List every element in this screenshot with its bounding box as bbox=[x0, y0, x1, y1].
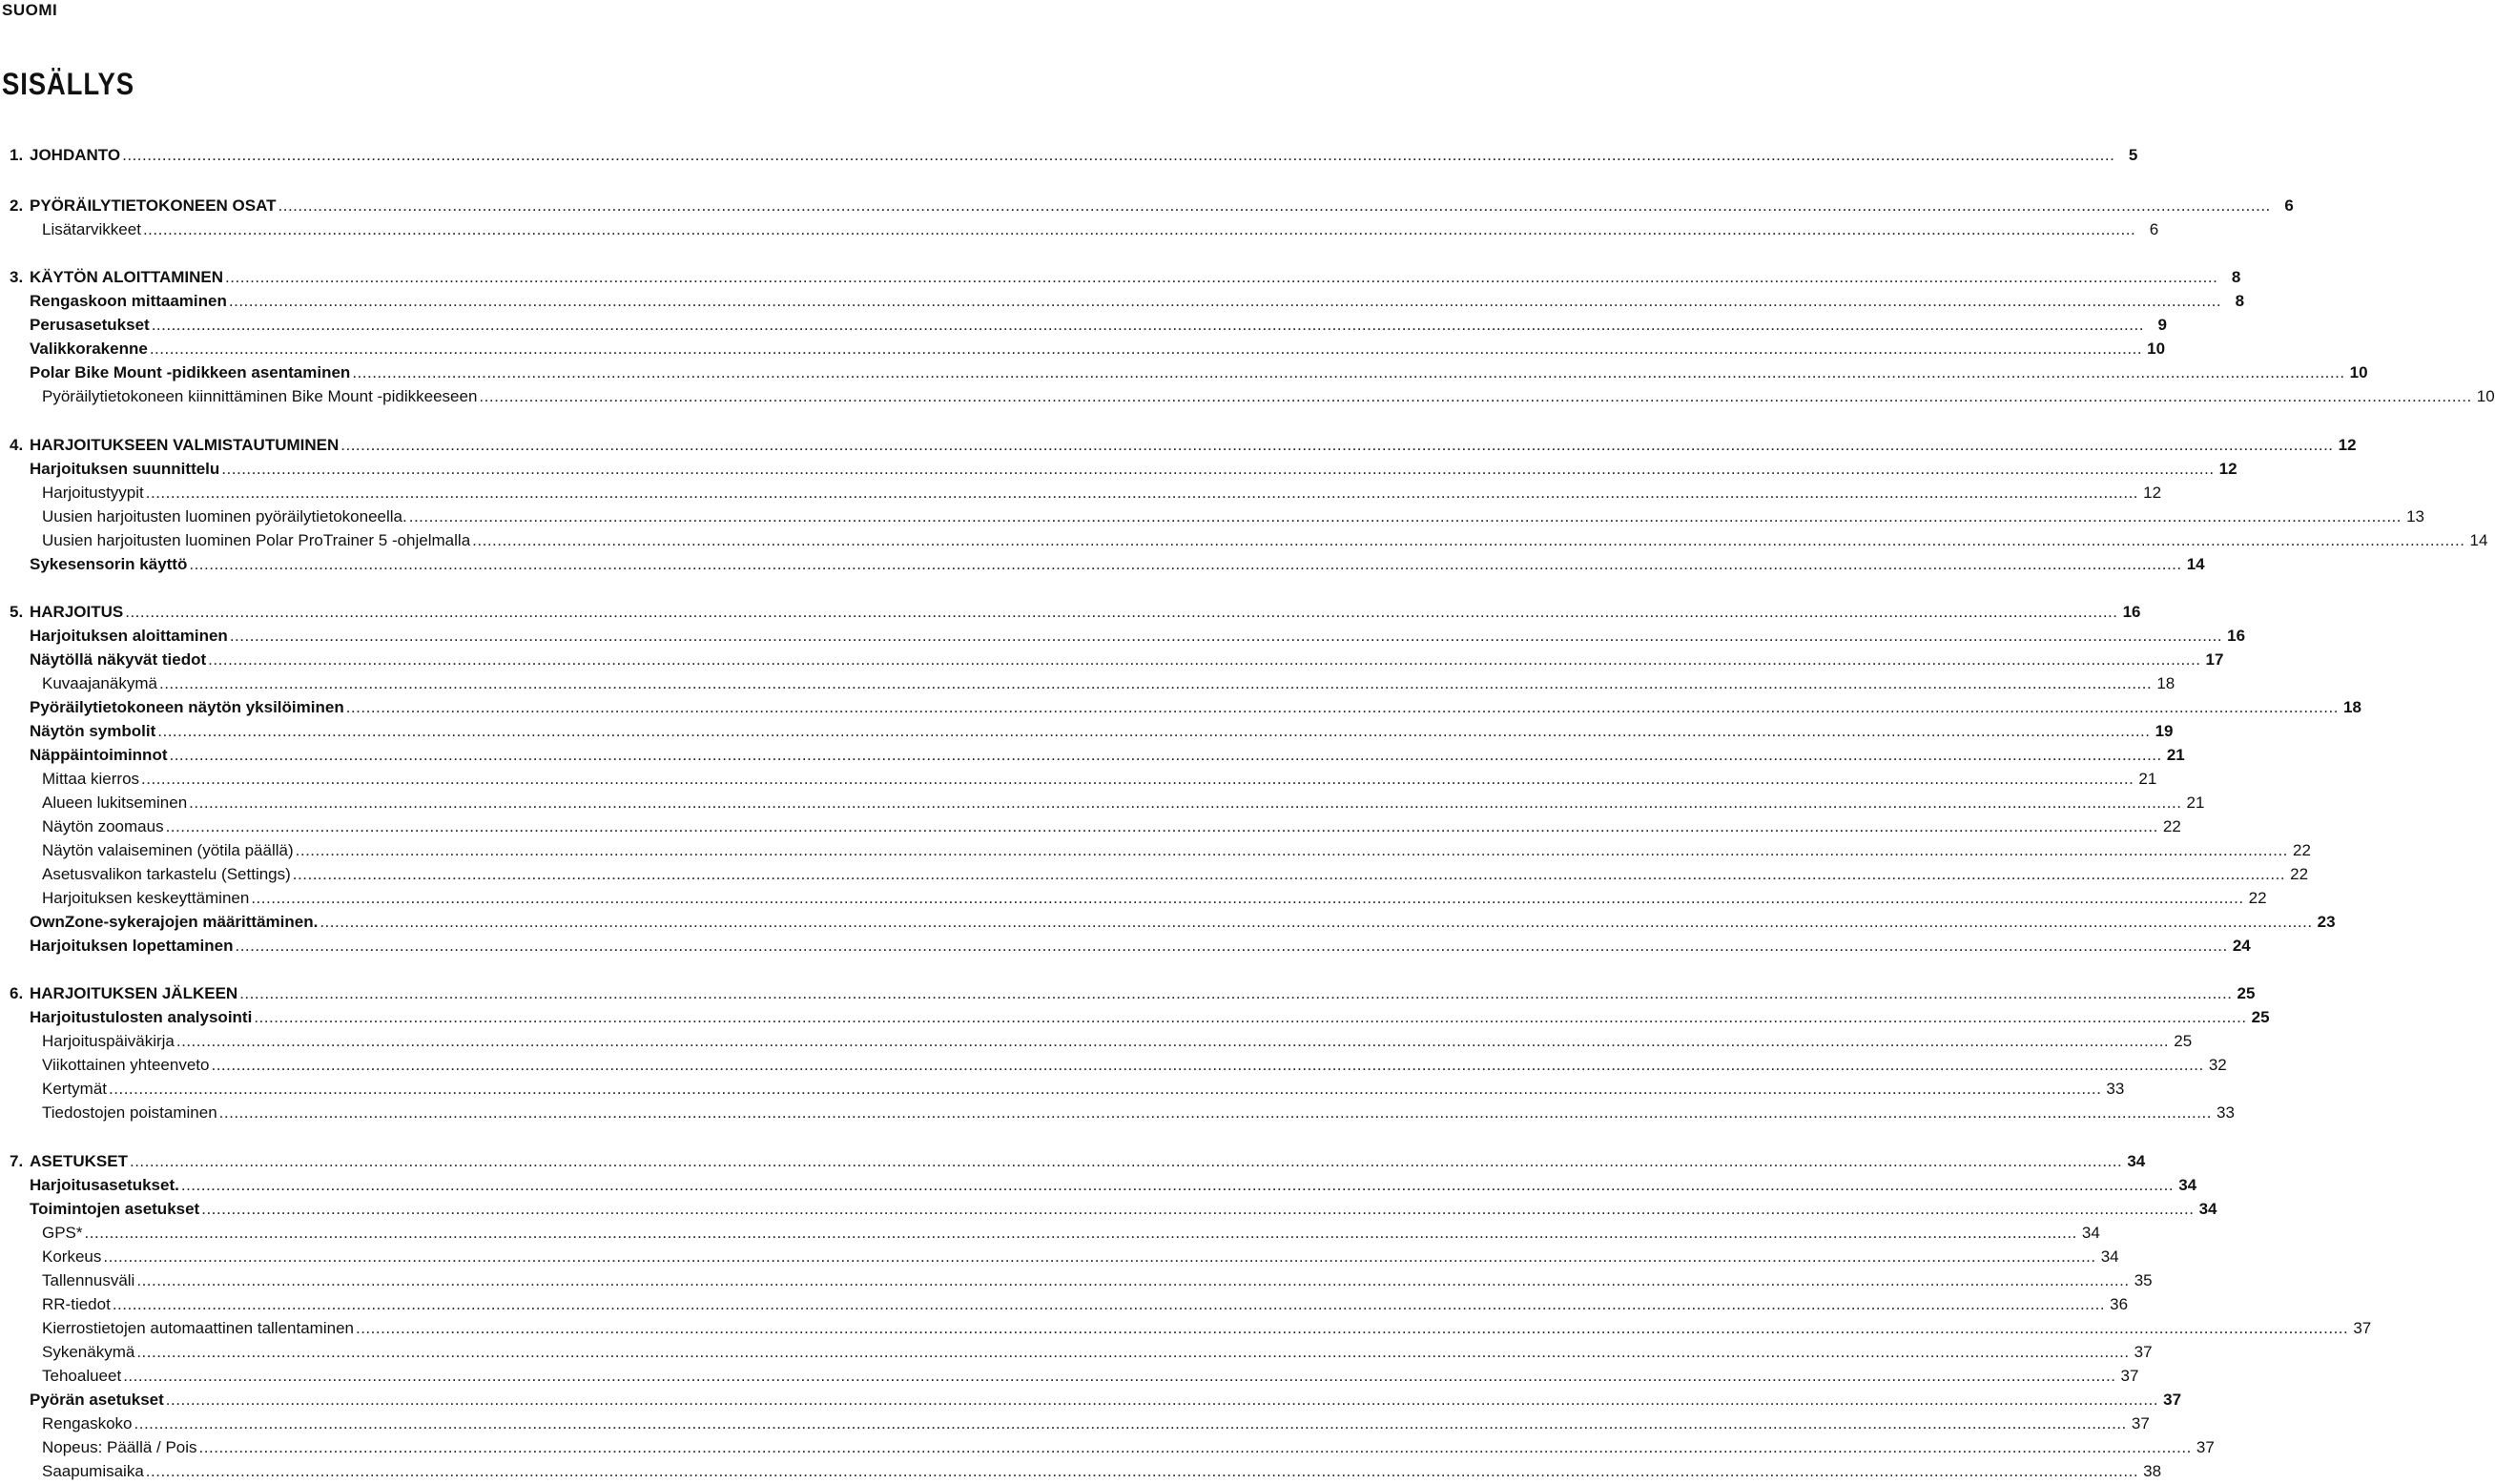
toc-entry[interactable] bbox=[42, 1457, 2162, 1481]
toc-entry[interactable] bbox=[30, 311, 2167, 335]
toc-entry[interactable] bbox=[10, 979, 2256, 1003]
toc-entry-row bbox=[0, 741, 2185, 765]
toc-page-number: 37 bbox=[2134, 1343, 2153, 1361]
toc-chapter-row bbox=[0, 263, 2241, 287]
toc-entry[interactable] bbox=[30, 1003, 2270, 1027]
toc-entry-label: Näppäintoiminnot bbox=[30, 746, 168, 764]
dot-leader: ................................................................................................................................................................................................................................................................................................................................................................................................................ bbox=[201, 1200, 2195, 1218]
dot-leader: ................................................................................................................................................................................................................................................................................................................................................................................................................ bbox=[158, 674, 2153, 692]
toc-page-number: 8 bbox=[2231, 268, 2241, 286]
toc-entry-row bbox=[0, 1433, 2215, 1457]
toc-page-number: 22 bbox=[2162, 817, 2181, 835]
toc-entry-row bbox=[0, 789, 2205, 813]
dot-leader: ................................................................................................................................................................................................................................................................................................................................................................................................................ bbox=[84, 1224, 2077, 1242]
toc-entry-row bbox=[0, 1003, 2270, 1027]
toc-entry-row bbox=[0, 693, 2361, 717]
dot-leader: ................................................................................................................................................................................................................................................................................................................................................................................................................ bbox=[169, 746, 2162, 764]
dot-leader: ................................................................................................................................................................................................................................................................................................................................................................................................................ bbox=[340, 436, 2334, 454]
toc-entry-row bbox=[0, 1219, 2100, 1243]
toc-entry-label: Pyörän asetukset bbox=[30, 1391, 164, 1409]
toc-entry-row bbox=[0, 1338, 2153, 1362]
dot-leader: ................................................................................................................................................................................................................................................................................................................................................................................................................ bbox=[189, 555, 2182, 573]
toc-chapter-row bbox=[0, 141, 2138, 165]
toc-entry-label: Harjoitusasetukset. bbox=[30, 1176, 179, 1194]
toc-entry-label: Uusien harjoitusten luominen pyöräilytietokoneella. bbox=[42, 507, 407, 526]
toc-page-number: 34 bbox=[2178, 1176, 2197, 1194]
dot-leader: ................................................................................................................................................................................................................................................................................................................................................................................................................ bbox=[292, 865, 2286, 883]
toc-page-number: 25 bbox=[2237, 984, 2256, 1002]
dot-leader: ................................................................................................................................................................................................................................................................................................................................................................................................................ bbox=[208, 650, 2201, 669]
toc-page-number: 22 bbox=[2292, 841, 2311, 859]
toc-entry-label: KÄYTÖN ALOITTAMINEN bbox=[30, 268, 224, 286]
dot-leader: ................................................................................................................................................................................................................................................................................................................................................................................................................ bbox=[103, 1247, 2096, 1266]
toc-entry[interactable] bbox=[42, 884, 2267, 908]
toc-page-number: 37 bbox=[2353, 1319, 2372, 1337]
toc-entry-row bbox=[0, 884, 2267, 908]
toc-entry-label: ASETUKSET bbox=[30, 1152, 128, 1170]
toc-chapter-number: 1. bbox=[10, 146, 24, 164]
dot-leader: ................................................................................................................................................................................................................................................................................................................................................................................................................ bbox=[189, 794, 2182, 812]
dot-leader: ................................................................................................................................................................................................................................................................................................................................................................................................................ bbox=[408, 507, 2402, 526]
toc-entry-label: Harjoituspäiväkirja bbox=[42, 1032, 175, 1050]
dot-leader: ................................................................................................................................................................................................................................................................................................................................................................................................................ bbox=[136, 1343, 2130, 1361]
toc-entry-label: HARJOITUS bbox=[30, 603, 124, 621]
toc-entry-label: Sykesensorin käyttö bbox=[30, 555, 188, 573]
toc-page-number: 33 bbox=[2217, 1103, 2235, 1122]
dot-leader: ................................................................................................................................................................................................................................................................................................................................................................................................................ bbox=[198, 1438, 2192, 1456]
toc-chapter-row bbox=[0, 192, 2294, 216]
dot-leader: ................................................................................................................................................................................................................................................................................................................................................................................................................ bbox=[157, 722, 2151, 740]
toc-entry[interactable] bbox=[30, 741, 2185, 765]
dot-leader: ................................................................................................................................................................................................................................................................................................................................................................................................................ bbox=[472, 531, 2465, 549]
toc-entry-label: Pyöräilytietokoneen näytön yksilöiminen bbox=[30, 698, 344, 716]
dot-leader: ................................................................................................................................................................................................................................................................................................................................................................................................................ bbox=[109, 1080, 2102, 1098]
dot-leader: ................................................................................................................................................................................................................................................................................................................................................................................................................ bbox=[122, 146, 2115, 164]
dot-leader: ................................................................................................................................................................................................................................................................................................................................................................................................................ bbox=[145, 1462, 2139, 1480]
toc-entry[interactable] bbox=[10, 192, 2294, 216]
toc-page-number: 16 bbox=[2227, 627, 2246, 645]
toc-entry-row bbox=[0, 526, 2488, 550]
toc-page-number: 37 bbox=[2163, 1391, 2182, 1409]
toc-entry[interactable] bbox=[30, 932, 2251, 956]
toc-entry[interactable] bbox=[30, 1195, 2217, 1219]
toc-entry[interactable] bbox=[42, 1219, 2100, 1243]
toc-entry-row bbox=[0, 1457, 2162, 1481]
toc-page-number: 22 bbox=[2290, 865, 2309, 883]
toc-entry-row bbox=[0, 836, 2311, 860]
toc-page-number: 6 bbox=[2284, 196, 2294, 215]
toc-entry-row bbox=[0, 813, 2181, 836]
toc-entry[interactable] bbox=[30, 1171, 2197, 1195]
toc-entry[interactable] bbox=[42, 789, 2205, 813]
toc-entry[interactable] bbox=[42, 860, 2309, 884]
dot-leader: ................................................................................................................................................................................................................................................................................................................................................................................................................ bbox=[125, 603, 2118, 621]
toc-page-number: 10 bbox=[2349, 363, 2368, 381]
toc-entry-row bbox=[0, 908, 2336, 932]
toc-entry[interactable] bbox=[30, 550, 2205, 574]
toc-entry-row bbox=[0, 1051, 2227, 1075]
dot-leader: ................................................................................................................................................................................................................................................................................................................................................................................................................ bbox=[320, 913, 2313, 931]
toc-entry[interactable] bbox=[42, 813, 2181, 836]
toc-entry-row bbox=[0, 455, 2237, 479]
toc-page-number: 14 bbox=[2469, 531, 2488, 549]
dot-leader: ................................................................................................................................................................................................................................................................................................................................................................................................................ bbox=[175, 1032, 2170, 1050]
toc-entry-row bbox=[0, 503, 2424, 526]
toc-entry[interactable] bbox=[30, 287, 2245, 311]
toc-entry-label: GPS* bbox=[42, 1224, 83, 1242]
toc-entry[interactable] bbox=[42, 1362, 2139, 1386]
toc-entry-label: RR-tiedot bbox=[42, 1295, 111, 1313]
dot-leader: ................................................................................................................................................................................................................................................................................................................................................................................................................ bbox=[352, 363, 2345, 381]
toc-page-number: 25 bbox=[2251, 1008, 2270, 1026]
toc-entry-label: Uusien harjoitusten luominen Polar ProTrainer 5 -ohjelmalla bbox=[42, 531, 471, 549]
toc-entry-row bbox=[0, 765, 2157, 789]
language-label: SUOMI bbox=[2, 1, 58, 19]
toc-entry[interactable] bbox=[42, 836, 2311, 860]
toc-entry-row bbox=[0, 287, 2245, 311]
toc-chapter-number: 3. bbox=[10, 268, 24, 286]
toc-entry[interactable] bbox=[42, 670, 2175, 693]
toc-page-number: 24 bbox=[2232, 937, 2251, 955]
toc-entry-label: Korkeus bbox=[42, 1247, 102, 1266]
toc-entry[interactable] bbox=[42, 1075, 2125, 1099]
toc-page-number: 8 bbox=[2235, 292, 2245, 310]
toc-page-number: 35 bbox=[2134, 1271, 2153, 1289]
toc-entry[interactable] bbox=[42, 526, 2488, 550]
toc-page-number: 22 bbox=[2248, 889, 2267, 907]
toc-entry[interactable] bbox=[42, 382, 2495, 406]
toc-entry-label: Harjoituksen aloittaminen bbox=[30, 627, 228, 645]
toc-page-number: 25 bbox=[2174, 1032, 2193, 1050]
toc-entry[interactable] bbox=[42, 1314, 2372, 1338]
toc-entry[interactable] bbox=[10, 431, 2357, 455]
toc-chapter-number: 4. bbox=[10, 436, 24, 454]
toc-page-number: 32 bbox=[2208, 1056, 2227, 1074]
toc-entry-row bbox=[0, 1075, 2125, 1099]
toc-entry-row bbox=[0, 717, 2174, 741]
page-title: SISÄLLYS bbox=[2, 67, 134, 101]
toc-page-number: 14 bbox=[2186, 555, 2205, 573]
toc-entry[interactable] bbox=[42, 1099, 2235, 1123]
dot-leader: ................................................................................................................................................................................................................................................................................................................................................................................................................ bbox=[239, 984, 2233, 1002]
toc-page-number: 17 bbox=[2205, 650, 2224, 669]
toc-entry-row bbox=[0, 860, 2309, 884]
toc-page-number: 18 bbox=[2343, 698, 2361, 716]
toc-entry-label: Viikottainen yhteenveto bbox=[42, 1056, 210, 1074]
toc-page-number: 38 bbox=[2143, 1462, 2162, 1480]
toc-entry-label: Tiedostojen poistaminen bbox=[42, 1103, 217, 1122]
toc-page-number: 6 bbox=[2149, 220, 2159, 238]
dot-leader: ................................................................................................................................................................................................................................................................................................................................................................................................................ bbox=[165, 1391, 2159, 1409]
dot-leader: ................................................................................................................................................................................................................................................................................................................................................................................................................ bbox=[151, 316, 2144, 334]
dot-leader: ................................................................................................................................................................................................................................................................................................................................................................................................................ bbox=[165, 817, 2158, 835]
toc-entry[interactable] bbox=[42, 503, 2424, 526]
toc-entry-label: Harjoitustulosten analysointi bbox=[30, 1008, 253, 1026]
toc-page-number: 9 bbox=[2157, 316, 2167, 334]
toc-page-number: 23 bbox=[2317, 913, 2336, 931]
toc-entry-label: Tallennusväli bbox=[42, 1271, 135, 1289]
toc-entry[interactable] bbox=[10, 141, 2138, 165]
toc-entry[interactable] bbox=[42, 479, 2162, 503]
dot-leader: ................................................................................................................................................................................................................................................................................................................................................................................................................ bbox=[211, 1056, 2204, 1074]
dot-leader: ................................................................................................................................................................................................................................................................................................................................................................................................................ bbox=[345, 698, 2339, 716]
toc-entry[interactable] bbox=[10, 1147, 2146, 1171]
toc-entry-label: Perusasetukset bbox=[30, 316, 150, 334]
toc-entry[interactable] bbox=[42, 1290, 2129, 1314]
dot-leader: ................................................................................................................................................................................................................................................................................................................................................................................................................ bbox=[479, 387, 2472, 405]
toc-entry[interactable] bbox=[42, 1410, 2150, 1433]
dot-leader: ................................................................................................................................................................................................................................................................................................................................................................................................................ bbox=[228, 292, 2222, 310]
dot-leader: ................................................................................................................................................................................................................................................................................................................................................................................................................ bbox=[251, 889, 2244, 907]
toc-entry-label: OwnZone-sykerajojen määrittäminen. bbox=[30, 913, 319, 931]
toc-entry-row bbox=[0, 1386, 2182, 1410]
toc-entry[interactable] bbox=[30, 693, 2361, 717]
toc-entry-row bbox=[0, 1099, 2235, 1123]
dot-leader: ................................................................................................................................................................................................................................................................................................................................................................................................................ bbox=[129, 1152, 2123, 1170]
toc-entry-row bbox=[0, 1243, 2119, 1267]
dot-leader: ................................................................................................................................................................................................................................................................................................................................................................................................................ bbox=[145, 484, 2139, 502]
toc-entry[interactable] bbox=[42, 1267, 2153, 1290]
toc-page-number: 10 bbox=[2147, 340, 2166, 358]
toc-entry[interactable] bbox=[42, 216, 2159, 239]
toc-page-number: 21 bbox=[2166, 746, 2185, 764]
toc-entry-row bbox=[0, 216, 2159, 239]
toc-chapter-row bbox=[0, 598, 2141, 622]
toc-page-number: 19 bbox=[2155, 722, 2174, 740]
toc-entry-row bbox=[0, 1267, 2153, 1290]
toc-entry-label: Kertymät bbox=[42, 1080, 108, 1098]
toc-page-number: 21 bbox=[2186, 794, 2205, 812]
toc-entry-row bbox=[0, 1314, 2372, 1338]
toc-entry-row bbox=[0, 335, 2166, 359]
dot-leader: ................................................................................................................................................................................................................................................................................................................................................................................................................ bbox=[221, 460, 2215, 478]
toc-entry-label: PYÖRÄILYTIETOKONEEN OSAT bbox=[30, 196, 277, 215]
toc-entry-label: Kuvaajanäkymä bbox=[42, 674, 157, 692]
toc-entry-label: Sykenäkymä bbox=[42, 1343, 135, 1361]
toc-entry-label: Rengaskoon mittaaminen bbox=[30, 292, 227, 310]
toc-page-number: 21 bbox=[2138, 770, 2157, 788]
toc-entry[interactable] bbox=[30, 1386, 2182, 1410]
toc-entry[interactable] bbox=[30, 646, 2224, 670]
toc-entry-row bbox=[0, 550, 2205, 574]
dot-leader: ................................................................................................................................................................................................................................................................................................................................................................................................................ bbox=[278, 196, 2271, 215]
dot-leader: ................................................................................................................................................................................................................................................................................................................................................................................................................ bbox=[235, 937, 2228, 955]
toc-entry[interactable] bbox=[42, 1027, 2193, 1051]
dot-leader: ................................................................................................................................................................................................................................................................................................................................................................................................................ bbox=[355, 1319, 2349, 1337]
toc-chapter-number: 2. bbox=[10, 196, 24, 215]
toc-chapter-number: 5. bbox=[10, 603, 24, 621]
toc-entry[interactable] bbox=[10, 598, 2141, 622]
toc-entry[interactable] bbox=[30, 455, 2237, 479]
dot-leader: ................................................................................................................................................................................................................................................................................................................................................................................................................ bbox=[142, 220, 2136, 238]
toc-entry[interactable] bbox=[30, 908, 2336, 932]
dot-leader: ................................................................................................................................................................................................................................................................................................................................................................................................................ bbox=[295, 841, 2288, 859]
toc-entry-label: Toimintojen asetukset bbox=[30, 1200, 200, 1218]
dot-leader: ................................................................................................................................................................................................................................................................................................................................................................................................................ bbox=[123, 1367, 2116, 1385]
toc-entry-label: Näytön symbolit bbox=[30, 722, 156, 740]
toc-page-number: 5 bbox=[2128, 146, 2138, 164]
toc-page-number: 33 bbox=[2106, 1080, 2125, 1098]
toc-page-number: 12 bbox=[2143, 484, 2162, 502]
toc-entry-label: Alueen lukitseminen bbox=[42, 794, 188, 812]
toc-page-number: 12 bbox=[2218, 460, 2237, 478]
dot-leader: ................................................................................................................................................................................................................................................................................................................................................................................................................ bbox=[149, 340, 2143, 358]
toc-page-number: 12 bbox=[2338, 436, 2357, 454]
toc-entry-label: Lisätarvikkeet bbox=[42, 220, 141, 238]
toc-entry[interactable] bbox=[42, 1433, 2215, 1457]
toc-entry[interactable] bbox=[30, 335, 2166, 359]
toc-page-number: 18 bbox=[2156, 674, 2175, 692]
toc-entry-label: Näytön valaiseminen (yötila päällä) bbox=[42, 841, 294, 859]
dot-leader: ................................................................................................................................................................................................................................................................................................................................................................................................................ bbox=[136, 1271, 2130, 1289]
toc-entry-label: Harjoitustyypit bbox=[42, 484, 144, 502]
toc-chapter-number: 6. bbox=[10, 984, 24, 1002]
toc-entry-row bbox=[0, 311, 2167, 335]
toc-entry-label: Mittaa kierros bbox=[42, 770, 140, 788]
toc-entry[interactable] bbox=[30, 717, 2174, 741]
dot-leader: ................................................................................................................................................................................................................................................................................................................................................................................................................ bbox=[225, 268, 2218, 286]
toc-entry-label: Näytön zoomaus bbox=[42, 817, 164, 835]
toc-page-number: 34 bbox=[2127, 1152, 2146, 1170]
toc-entry[interactable] bbox=[42, 765, 2157, 789]
toc-chapter-row bbox=[0, 979, 2256, 1003]
toc-entry-label: Rengaskoko bbox=[42, 1414, 133, 1432]
toc-entry-label: Valikkorakenne bbox=[30, 340, 148, 358]
dot-leader: ................................................................................................................................................................................................................................................................................................................................................................................................................ bbox=[254, 1008, 2247, 1026]
toc-page-number: 16 bbox=[2122, 603, 2141, 621]
toc-entry-row bbox=[0, 1195, 2217, 1219]
toc-entry-label: Pyöräilytietokoneen kiinnittäminen Bike Mount -pidikkeeseen bbox=[42, 387, 478, 405]
toc-page-number: 36 bbox=[2110, 1295, 2129, 1313]
toc-entry-row bbox=[0, 1290, 2129, 1314]
dot-leader: ................................................................................................................................................................................................................................................................................................................................................................................................................ bbox=[112, 1295, 2106, 1313]
toc-entry-row bbox=[0, 1171, 2197, 1195]
toc-entry[interactable] bbox=[30, 359, 2368, 382]
toc-entry-label: Nopeus: Päällä / Pois bbox=[42, 1438, 197, 1456]
dot-leader: ................................................................................................................................................................................................................................................................................................................................................................................................................ bbox=[180, 1176, 2175, 1194]
toc-page-number: 34 bbox=[2198, 1200, 2217, 1218]
toc-page-number: 37 bbox=[2196, 1438, 2215, 1456]
toc-page-number: 34 bbox=[2100, 1247, 2119, 1266]
toc-entry-label: Harjoituksen lopettaminen bbox=[30, 937, 234, 955]
toc-entry-row bbox=[0, 932, 2251, 956]
toc-entry[interactable] bbox=[42, 1051, 2227, 1075]
toc-entry-label: HARJOITUKSEEN VALMISTAUTUMINEN bbox=[30, 436, 340, 454]
toc-entry-label: Harjoituksen suunnittelu bbox=[30, 460, 220, 478]
dot-leader: ................................................................................................................................................................................................................................................................................................................................................................................................................ bbox=[229, 627, 2223, 645]
toc-entry-row bbox=[0, 1027, 2193, 1051]
toc-entry-row bbox=[0, 622, 2246, 646]
toc-entry-row bbox=[0, 646, 2224, 670]
toc-entry-label: Polar Bike Mount -pidikkeen asentaminen bbox=[30, 363, 351, 381]
toc-entry[interactable] bbox=[42, 1338, 2153, 1362]
toc-entry-row bbox=[0, 1410, 2150, 1433]
toc-entry[interactable] bbox=[30, 622, 2246, 646]
toc-entry[interactable] bbox=[10, 263, 2241, 287]
toc-entry-label: Saapumisaika bbox=[42, 1462, 144, 1480]
toc-chapter-number: 7. bbox=[10, 1152, 24, 1170]
toc-entry-label: Kierrostietojen automaattinen tallentaminen bbox=[42, 1319, 354, 1337]
toc-chapter-row bbox=[0, 431, 2357, 455]
toc-entry-label: Näytöllä näkyvät tiedot bbox=[30, 650, 207, 669]
toc-entry-label: Asetusvalikon tarkastelu (Settings) bbox=[42, 865, 291, 883]
toc-entry-label: HARJOITUKSEN JÄLKEEN bbox=[30, 984, 238, 1002]
toc-entry[interactable] bbox=[42, 1243, 2119, 1267]
toc-entry-label: Tehoalueet bbox=[42, 1367, 122, 1385]
toc-entry-label: JOHDANTO bbox=[30, 146, 121, 164]
toc-entry-label: Harjoituksen keskeyttäminen bbox=[42, 889, 250, 907]
dot-leader: ................................................................................................................................................................................................................................................................................................................................................................................................................ bbox=[141, 770, 2134, 788]
toc-chapter-row bbox=[0, 1147, 2146, 1171]
toc-entry-row bbox=[0, 1362, 2139, 1386]
toc-page-number: 10 bbox=[2476, 387, 2495, 405]
dot-leader: ................................................................................................................................................................................................................................................................................................................................................................................................................ bbox=[134, 1414, 2127, 1432]
toc-page-number: 37 bbox=[2120, 1367, 2139, 1385]
toc-page-number: 37 bbox=[2131, 1414, 2150, 1432]
toc-entry-row bbox=[0, 359, 2368, 382]
toc-page-number: 13 bbox=[2406, 507, 2424, 526]
toc-entry-row bbox=[0, 670, 2175, 693]
toc-page-number: 34 bbox=[2081, 1224, 2100, 1242]
dot-leader: ................................................................................................................................................................................................................................................................................................................................................................................................................ bbox=[218, 1103, 2212, 1122]
toc-entry-row bbox=[0, 479, 2162, 503]
toc-entry-row bbox=[0, 382, 2495, 406]
